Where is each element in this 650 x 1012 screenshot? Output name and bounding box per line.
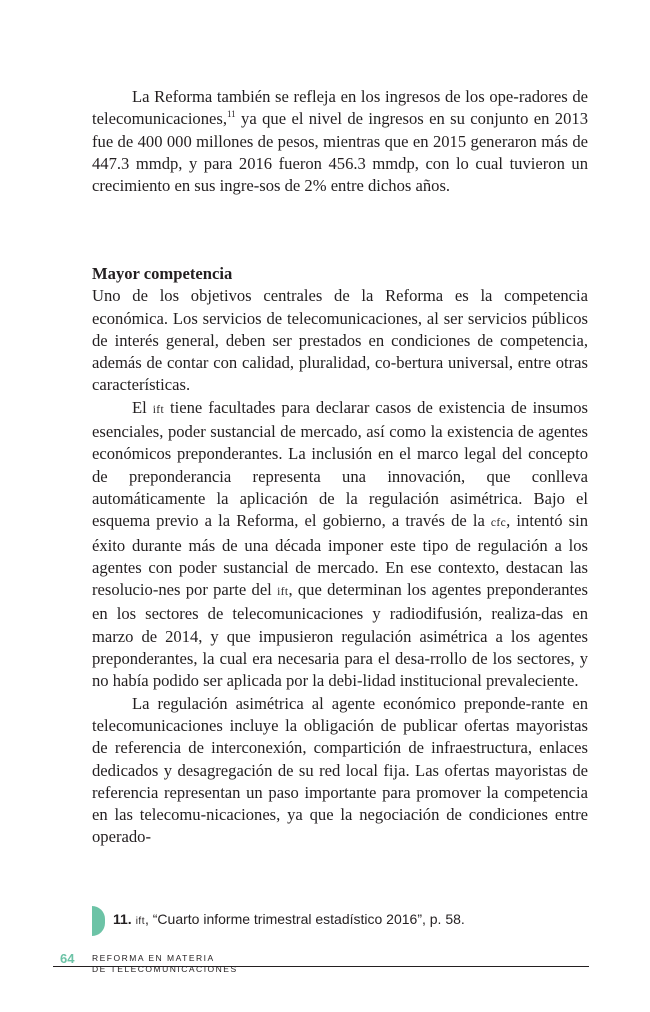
body-text: , que determinan los agentes preponderantes en los sectores de telecomunicaciones y radiodifusión, realiza-das en marzo de 2014, y que impusieron regulación asimétrica a los agentes preponderantes, la cual era necesaria para el desa-rrollo de los sectores, y no había podido ser aplicada por la debi-lidad institucional prevaleciente. bbox=[92, 580, 588, 691]
page-number: 64 bbox=[60, 951, 75, 966]
body-paragraph bbox=[92, 86, 588, 197]
body-paragraph: Uno de los objetivos centrales de la Reforma es la competencia económica. Los servicios de telecomunicaciones, al ser servicios públicos de interés general, deben ser prestados en condiciones de competencia, además de contar con calidad, pluralidad, co-bertura universal, entre otras características. bbox=[92, 286, 588, 395]
running-title-line: DE TELECOMUNICACIONES bbox=[92, 964, 238, 974]
footnote-number: 11. bbox=[113, 911, 132, 927]
running-title-line: REFORMA EN MATERIA bbox=[92, 953, 215, 963]
body-text: La Reforma también se refleja en los ingresos de los ope-radores de telecomunicaciones, bbox=[92, 87, 588, 129]
footer-rule bbox=[53, 966, 589, 967]
body-text: , intentó sin éxito durante más de una década imponer este tipo de regulación a los agentes con poder sustancial de mercado. En ese contexto, destacan las resolucio-nes por parte del bbox=[92, 511, 588, 600]
footnote bbox=[92, 906, 592, 936]
acronym-ift: ift bbox=[152, 403, 165, 416]
section-mayor-competencia bbox=[92, 263, 588, 849]
body-text: tiene facultades para declarar casos de existencia de insumos esenciales, poder sustancial de mercado, así como la existencia de agentes económicos preponderantes. La inclusión en el marco legal del concepto de preponderancia representa una innovación, que conlleva automáticamente la aplicación de la regulación asimétrica. Bajo el esquema previo a la Reforma, el gobierno, a través de la bbox=[92, 397, 588, 531]
footnote-citation: , “Cuarto informe trimestral estadístico 2016”, p. 58. bbox=[144, 911, 465, 927]
acronym-ift: ift bbox=[277, 586, 289, 599]
acronym-cfc: cfc bbox=[490, 517, 507, 530]
footnote-marker bbox=[92, 906, 105, 936]
intro-paragraph bbox=[92, 86, 588, 197]
body-paragraph: La regulación asimétrica al agente económico preponde-rante en telecomunicaciones incluye la obligación de publicar ofertas mayoristas de referencia de interconexión, compartición de infraestructura, enlaces dedicados y desagregación de su red local fija. Las ofertas mayoristas de referencia representan un paso importante para promover la competencia en las telecomu-nicaciones, ya que la negociación de condiciones entre operado- bbox=[92, 693, 588, 847]
body-paragraph bbox=[92, 397, 588, 693]
body-text: ya que el nivel de ingresos en su conjunto en 2013 fue de 400 000 millones de pesos, mientras que en 2015 generaron más de 447.3 mmdp, y para 2016 fueron 456.3 mmdp, con lo cual tuvieron un crecimiento en sus ingre-sos de 2% entre dichos años. bbox=[92, 109, 588, 196]
footnote-text bbox=[113, 911, 465, 927]
footnote-reference[interactable]: 11 bbox=[227, 109, 236, 120]
section-heading: Mayor competencia bbox=[92, 264, 233, 283]
running-title bbox=[92, 953, 238, 975]
body-text: El bbox=[132, 397, 153, 417]
footnote-source: ift bbox=[135, 916, 145, 927]
